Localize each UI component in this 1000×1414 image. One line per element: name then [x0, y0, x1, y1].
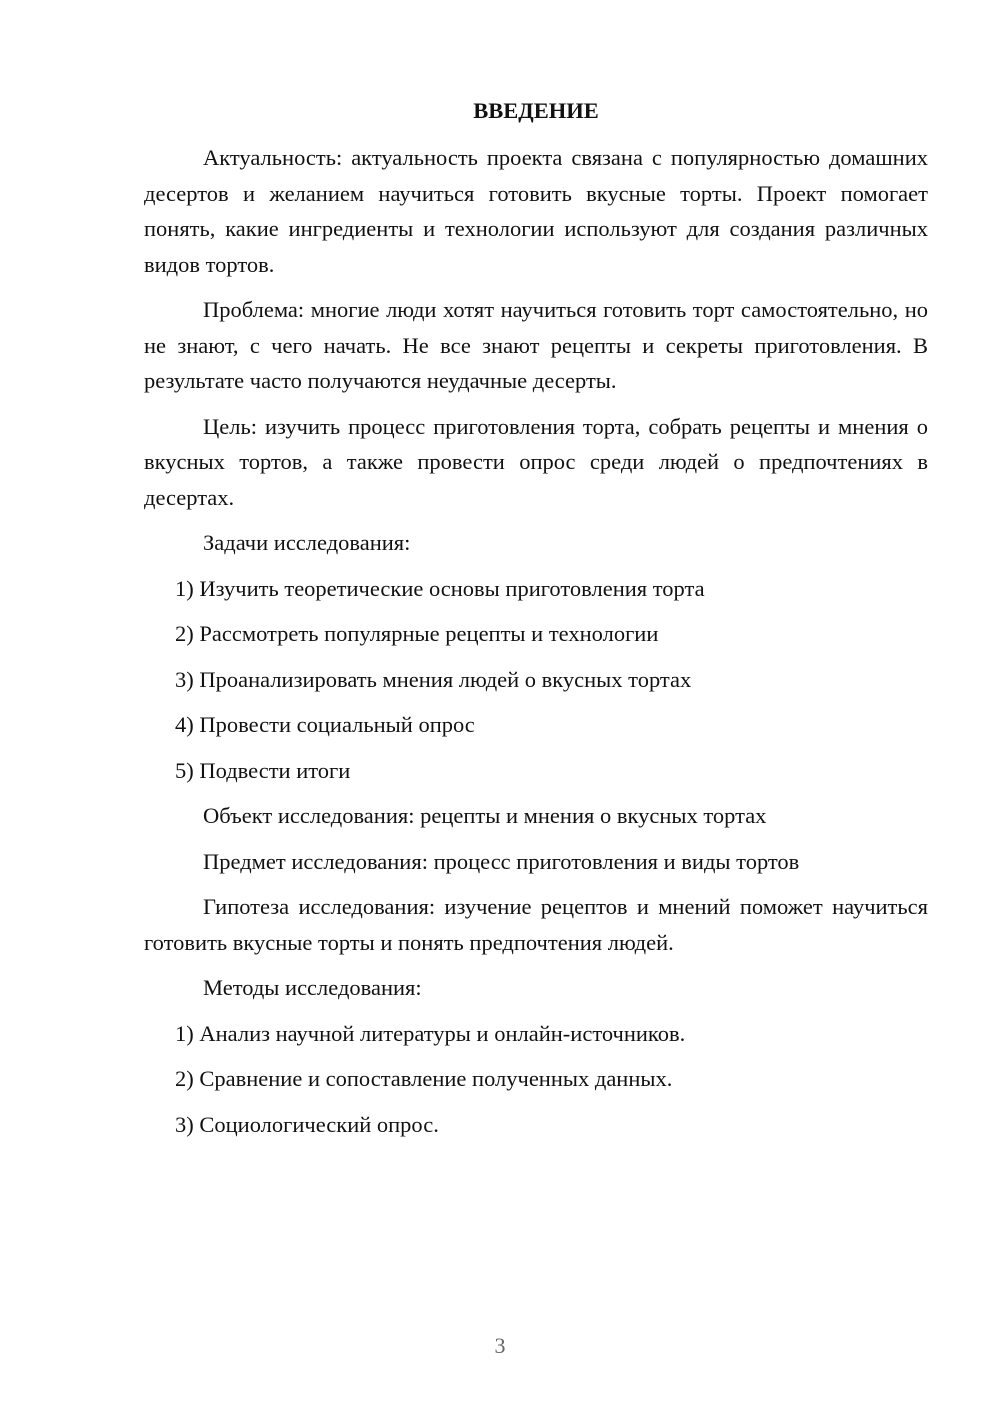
task-item: 3) Проанализировать мнения людей о вкусных тортах: [175, 666, 692, 692]
research-hypothesis: Гипотеза исследования: изучение рецептов и мнений поможет научиться готовить вкусные торты и понять предпочтения людей.: [144, 894, 928, 955]
task-item: 5) Подвести итоги: [175, 757, 351, 783]
goal-paragraph: Цель: изучить процесс приготовления торта, собрать рецепты и мнения о вкусных тортов, а также провести опрос среди людей о предпочтениях в десертах.: [144, 413, 928, 510]
research-subject: Предмет исследования: процесс приготовления и виды тортов: [203, 848, 800, 874]
relevance-paragraph: Актуальность: актуальность проекта связана с популярностью домашних десертов и желанием научиться готовить вкусные торты. Проект помогает понять, какие ингредиенты и технологии используют для создания различных видов тортов.: [144, 145, 928, 277]
problem-paragraph: Проблема: многие люди хотят научиться готовить торт самостоятельно, но не знают, с чего начать. Не все знают рецепты и секреты приготовления. В результате часто получаются неудачные десерты.: [144, 297, 928, 393]
task-item: 1) Изучить теоретические основы приготовления торта: [175, 575, 705, 601]
method-item: 2) Сравнение и сопоставление полученных данных.: [175, 1066, 673, 1091]
tasks-heading: Задачи исследования:: [203, 530, 411, 555]
page-title: ВВЕДЕНИЕ: [473, 98, 599, 123]
method-item: 3) Социологический опрос.: [175, 1111, 439, 1137]
methods-heading: Методы исследования:: [203, 975, 422, 1000]
task-item: 2) Рассмотреть популярные рецепты и технологии: [175, 621, 659, 646]
research-object: Объект исследования: рецепты и мнения о вкусных тортах: [203, 803, 767, 828]
page-number: 3: [494, 1333, 506, 1358]
methods-list: [144, 1016, 928, 1143]
tasks-list: [144, 571, 928, 789]
task-item: 4) Провести социальный опрос: [175, 712, 475, 737]
page-content: [144, 93, 928, 1152]
method-item: 1) Анализ научной литературы и онлайн-источников.: [175, 1020, 686, 1046]
